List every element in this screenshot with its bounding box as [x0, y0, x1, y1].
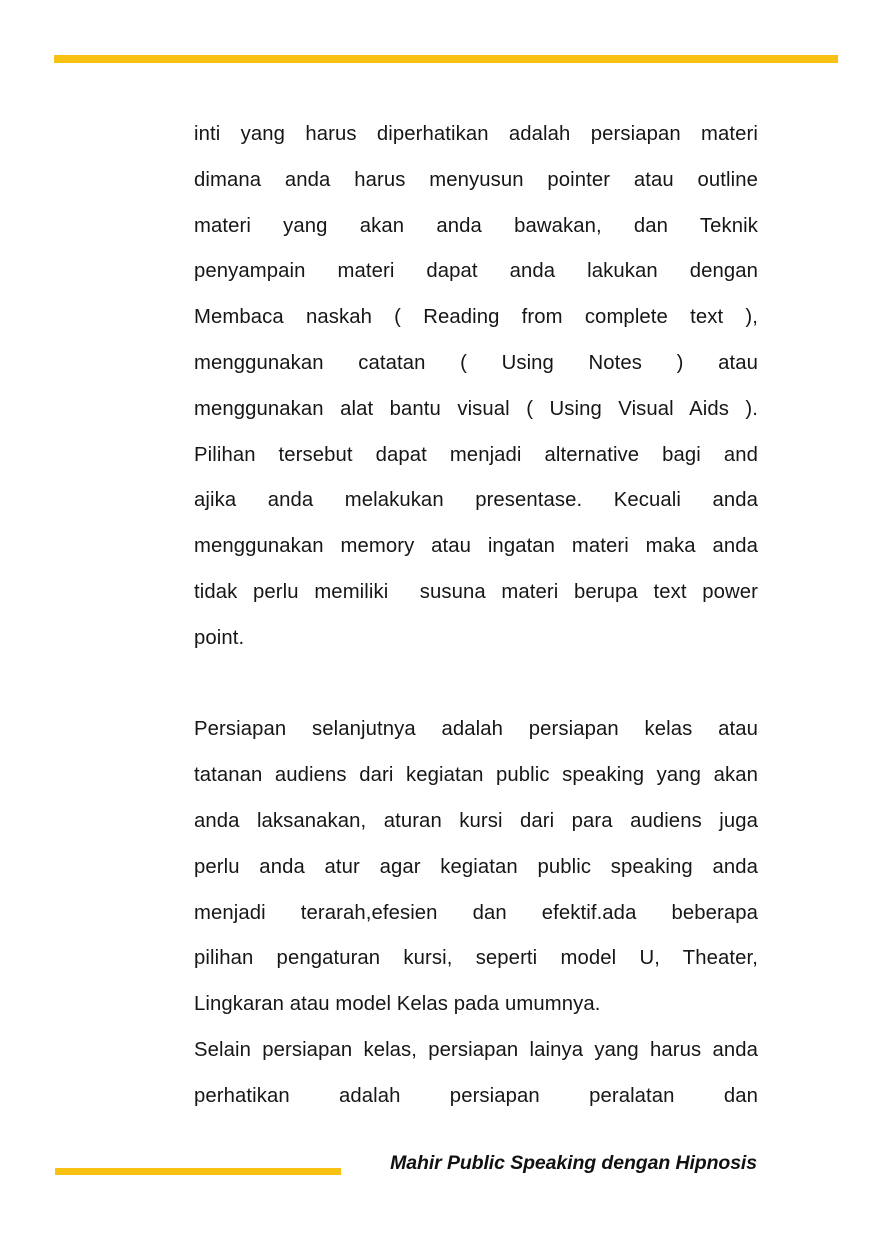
- text-line: Selain persiapan kelas, persiapan lainya yang harus anda: [194, 1038, 758, 1061]
- header-accent-rule: [54, 55, 838, 63]
- body-text-column: [194, 112, 758, 1120]
- paragraph-spacer: [194, 662, 758, 708]
- text-line: perlu anda atur agar kegiatan public speaking anda: [194, 855, 758, 878]
- text-line: penyampain materi dapat anda lakukan dengan: [194, 260, 758, 283]
- paragraph-2: [194, 707, 758, 1119]
- text-line: menggunakan memory atau ingatan materi maka anda: [194, 535, 758, 558]
- page-footer: [0, 1152, 874, 1196]
- footer-title: Mahir Public Speaking dengan Hipnosis: [390, 1152, 757, 1174]
- text-line: tatanan audiens dari kegiatan public speaking yang akan: [194, 764, 758, 787]
- text-line: dimana anda harus menyusun pointer atau outline: [194, 168, 758, 191]
- text-line: Persiapan selanjutnya adalah persiapan kelas atau: [194, 718, 758, 741]
- text-line: ajika anda melakukan presentase. Kecuali anda: [194, 489, 758, 512]
- text-line: Pilihan tersebut dapat menjadi alternative bagi and: [194, 443, 758, 466]
- text-line: Membaca naskah ( Reading from complete text ),: [194, 306, 758, 329]
- text-line: tidak perlu memiliki susuna materi berupa text power: [194, 580, 758, 603]
- text-line: menggunakan alat bantu visual ( Using Visual Aids ).: [194, 397, 758, 420]
- text-line: perhatikan adalah persiapan peralatan dan: [194, 1084, 758, 1107]
- paragraph-1: [194, 112, 758, 662]
- text-line: pilihan pengaturan kursi, seperti model U, Theater,: [194, 947, 758, 970]
- text-line: anda laksanakan, aturan kursi dari para audiens juga: [194, 809, 758, 832]
- text-line: inti yang harus diperhatikan adalah persiapan materi: [194, 123, 758, 145]
- text-line: materi yang akan anda bawakan, dan Teknik: [194, 214, 758, 237]
- footer-accent-rule: [55, 1168, 341, 1175]
- text-line: menggunakan catatan ( Using Notes ) atau: [194, 351, 758, 374]
- text-line: Lingkaran atau model Kelas pada umumnya.: [194, 993, 601, 1016]
- text-line: menjadi terarah,efesien dan efektif.ada beberapa: [194, 901, 758, 924]
- text-line: point.: [194, 626, 245, 649]
